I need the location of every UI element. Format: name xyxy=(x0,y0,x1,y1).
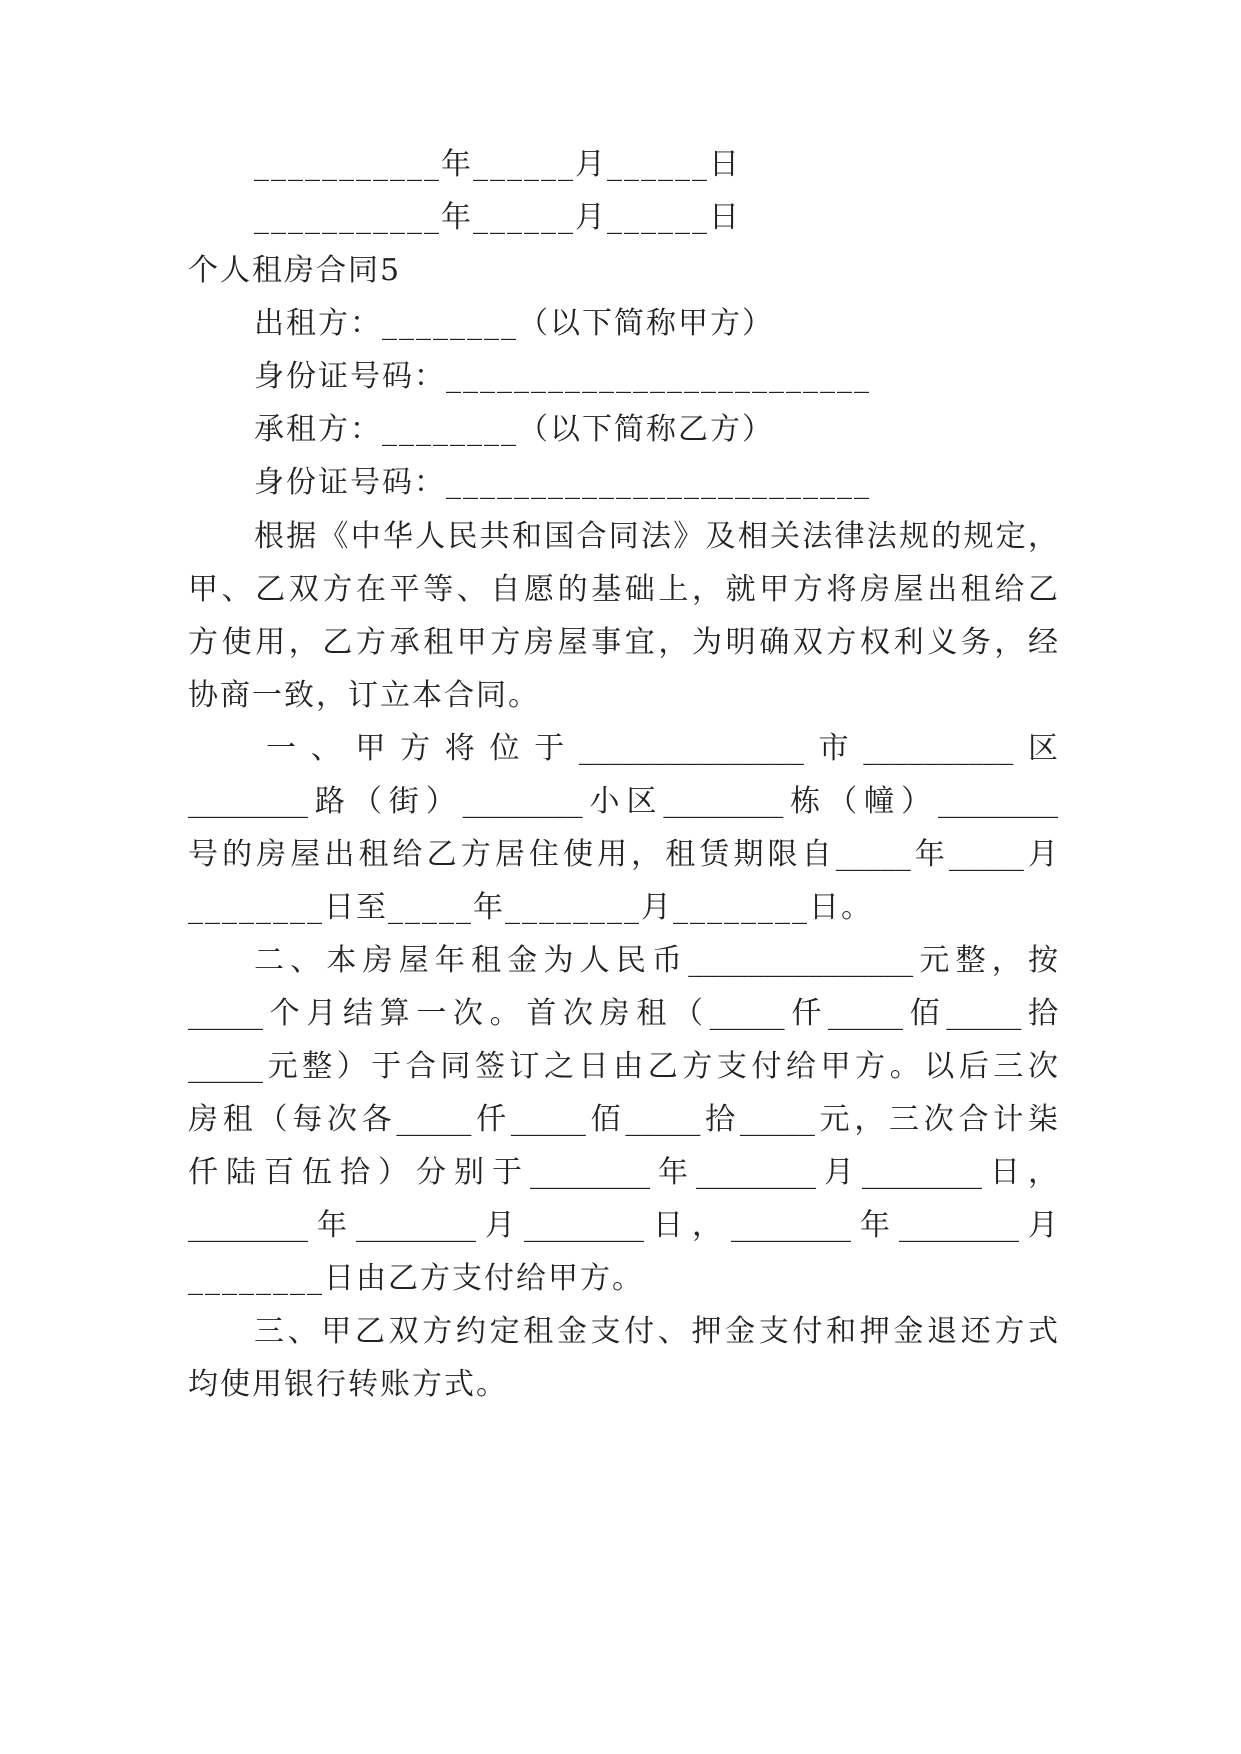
lessor-line: 出租方：________（以下简称甲方） xyxy=(254,306,774,341)
clause-3-line-2: 均使用银行转账方式。 xyxy=(188,1367,508,1402)
signature-date-line-2: ___________年______月______日 xyxy=(254,200,741,235)
clause-2-line-5: 仟陆百伍拾）分别于________年________月________日， xyxy=(188,1155,1058,1190)
preamble-line-1: 根据《中华人民共和国合同法》及相关法律法规的规定， xyxy=(254,519,1058,554)
lessor-id-line: 身份证号码：_________________________ xyxy=(254,359,871,394)
preamble-line-4: 协商一致，订立本合同。 xyxy=(188,678,540,713)
clause-2-line-6: ________年________月________日，________年________月 xyxy=(188,1208,1058,1243)
preamble-line-3: 方使用，乙方承租甲方房屋事宜，为明确双方权利义务，经 xyxy=(188,625,1058,660)
clause-2-line-7: ________日由乙方支付给甲方。 xyxy=(188,1261,644,1296)
clause-2-line-4: 房租（每次各_____仟_____佰_____拾_____元，三次合计柒 xyxy=(188,1102,1058,1137)
preamble-line-2: 甲、乙双方在平等、自愿的基础上，就甲方将房屋出租给乙 xyxy=(188,572,1058,607)
clause-1-line-3: 号的房屋出租给乙方居住使用，租赁期限自_____年_____月 xyxy=(188,837,1058,872)
clause-1-line-2: ________路（街）________小区________栋（幢）________ xyxy=(188,784,1058,819)
signature-date-line-1: ___________年______月______日 xyxy=(254,147,741,182)
contract-title: 个人租房合同5 xyxy=(188,253,402,288)
clause-2-line-2: _____个月结算一次。首次房租（_____仟_____佰_____拾 xyxy=(188,996,1058,1031)
lessee-line: 承租方：________（以下简称乙方） xyxy=(254,412,774,447)
clause-1-line-4: ________日至_____年________月________日。 xyxy=(188,890,873,925)
clause-3-line-1: 三、甲乙双方约定租金支付、押金支付和押金退还方式 xyxy=(254,1314,1058,1349)
clause-2-line-3: _____元整）于合同签订之日由乙方支付给甲方。以后三次 xyxy=(188,1049,1058,1084)
clause-2-line-1: 二、本房屋年租金为人民币_______________元整，按 xyxy=(254,943,1058,978)
lessee-id-line: 身份证号码：_________________________ xyxy=(254,465,871,500)
clause-1-line-1: 一、甲方将位于_______________市__________区 xyxy=(266,731,1058,766)
